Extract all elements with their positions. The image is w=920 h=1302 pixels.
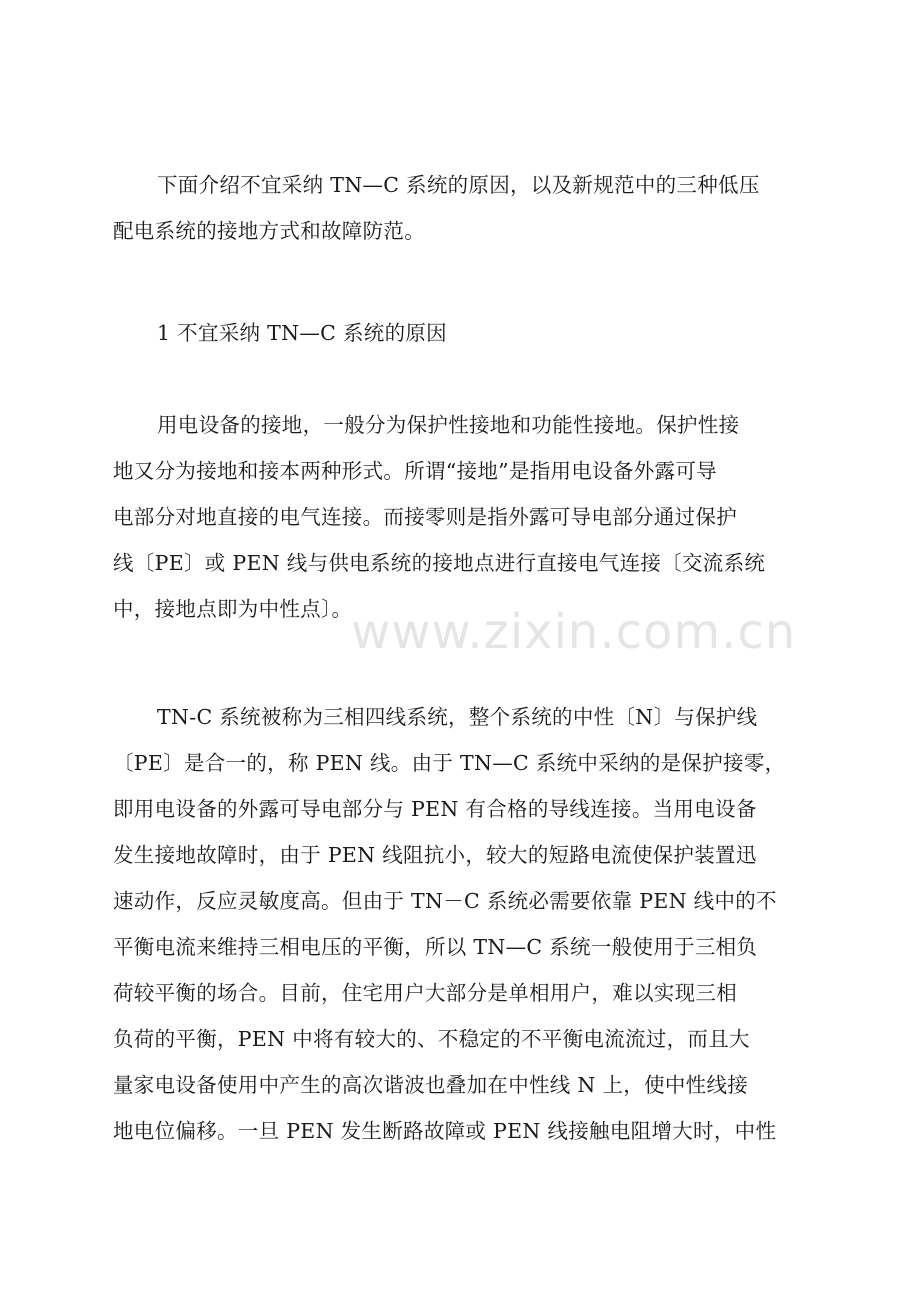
text-line: 电部分对地直接的电气连接。而接零则是指外露可导电部分通过保护 (113, 505, 737, 529)
paragraph-intro (113, 162, 813, 254)
paragraph-tnc-system (113, 694, 813, 1154)
watermark: www.zixin.com.cn (351, 604, 797, 660)
text-line: 地电位偏移。一旦 PEN 发生断路故障或 PEN 线接触电阻增大时，中性 (113, 1119, 777, 1143)
text-line: TN-C 系统被称为三相四线系统，整个系统的中性〔N〕与保护线 (157, 705, 758, 729)
text-line: 用电设备的接地，一般分为保护性接地和功能性接地。保护性接 (157, 413, 740, 437)
text-line: 地又分为接地和接本两种形式。所谓“接地”是指用电设备外露可导 (113, 459, 717, 483)
text-line: 〔PE〕是合一的，称 PEN 线。由于 TN—C 系统中采纳的是保护接零， (113, 751, 786, 775)
heading-text: 1 不宜采纳 TN—C 系统的原因 (157, 321, 447, 345)
paragraph-grounding (113, 402, 813, 632)
text-line: 速动作，反应灵敏度高。但由于 TN－C 系统必需要依靠 PEN 线中的不 (113, 889, 777, 913)
text-line: 中，接地点即为中性点〕。 (113, 597, 353, 621)
text-line: 负荷的平衡，PEN 中将有较大的、不稳定的不平衡电流流过，而且大 (113, 1027, 750, 1051)
section-heading (113, 310, 813, 356)
text-line: 平衡电流来维持三相电压的平衡，所以 TN—C 系统一般使用于三相负 (113, 935, 758, 959)
text-line: 线〔PE〕或 PEN 线与供电系统的接地点进行直接电气连接〔交流系统 (113, 551, 766, 575)
text-line: 发生接地故障时，由于 PEN 线阻抗小，较大的短路电流使保护装置迅 (113, 843, 757, 867)
text-line: 量家电设备使用中产生的高次谐波也叠加在中性线 N 上，使中性线接 (113, 1073, 749, 1097)
text-line: 即用电设备的外露可导电部分与 PEN 有合格的导线连接。当用电设备 (113, 797, 757, 821)
text-line: 下面介绍不宜采纳 TN—C 系统的原因，以及新规范中的三种低压 (157, 173, 760, 197)
text-line: 配电系统的接地方式和故障防范。 (113, 219, 425, 243)
text-line: 荷较平衡的场合。目前，住宅用户大部分是单相用户，难以实现三相 (113, 981, 737, 1005)
